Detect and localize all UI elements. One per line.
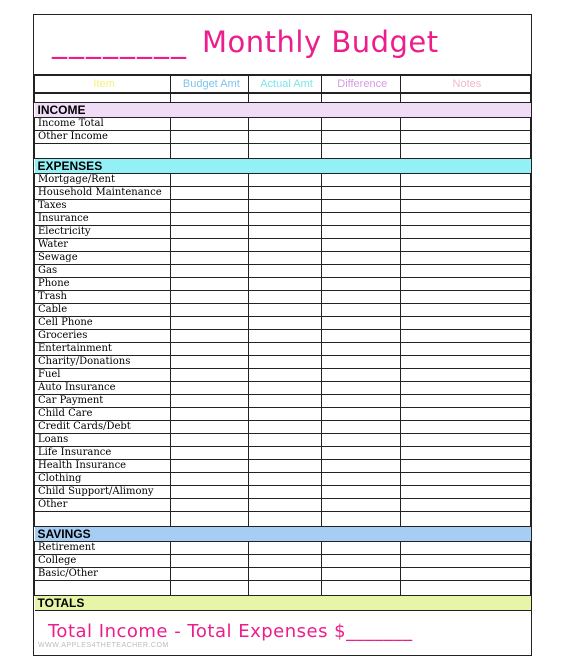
budget-amt-cell[interactable] xyxy=(171,408,249,421)
notes-cell[interactable] xyxy=(400,555,530,568)
budget-amt-cell[interactable] xyxy=(171,434,249,447)
difference-cell[interactable] xyxy=(321,304,400,317)
budget-amt-cell[interactable] xyxy=(171,486,249,499)
notes-cell[interactable] xyxy=(400,434,530,447)
column-header-actual: Actual Amt xyxy=(249,75,321,93)
budget-row xyxy=(35,131,531,144)
watermark: WWW.APPLES4THETEACHER.COM xyxy=(38,642,169,649)
difference-cell[interactable] xyxy=(321,343,400,356)
budget-amt-cell[interactable] xyxy=(171,395,249,408)
budget-amt-cell[interactable] xyxy=(171,460,249,473)
actual-amt-cell[interactable] xyxy=(249,460,321,473)
budget-amt-cell[interactable] xyxy=(171,187,249,200)
budget-row xyxy=(35,460,531,473)
spacer-row xyxy=(35,93,531,103)
budget-amt-cell[interactable] xyxy=(171,356,249,369)
budget-row xyxy=(35,317,531,330)
notes-cell[interactable] xyxy=(400,278,530,291)
budget-row xyxy=(35,581,531,596)
notes-cell[interactable] xyxy=(400,330,530,343)
difference-cell[interactable] xyxy=(321,252,400,265)
row-label: Cell Phone xyxy=(35,317,171,330)
notes-cell[interactable] xyxy=(400,369,530,382)
budget-amt-cell[interactable] xyxy=(171,304,249,317)
row-label: Life Insurance xyxy=(35,447,171,460)
title-blank-line: ________ xyxy=(52,25,188,60)
section-label-expenses: EXPENSES xyxy=(35,159,531,174)
notes-cell[interactable] xyxy=(400,581,530,596)
difference-cell[interactable] xyxy=(321,330,400,343)
spacer-cell xyxy=(321,93,400,103)
notes-cell[interactable] xyxy=(400,239,530,252)
notes-cell[interactable] xyxy=(400,213,530,226)
row-label xyxy=(35,512,171,527)
budget-body xyxy=(35,93,531,611)
budget-row xyxy=(35,568,531,581)
difference-cell[interactable] xyxy=(321,555,400,568)
difference-cell[interactable] xyxy=(321,317,400,330)
budget-amt-cell[interactable] xyxy=(171,317,249,330)
actual-amt-cell[interactable] xyxy=(249,144,321,159)
budget-amt-cell[interactable] xyxy=(171,382,249,395)
difference-cell[interactable] xyxy=(321,581,400,596)
difference-cell[interactable] xyxy=(321,434,400,447)
row-label: Entertainment xyxy=(35,343,171,356)
row-label: Other Income xyxy=(35,131,171,144)
difference-cell[interactable] xyxy=(321,568,400,581)
difference-cell[interactable] xyxy=(321,226,400,239)
notes-cell[interactable] xyxy=(400,408,530,421)
row-label: Basic/Other xyxy=(35,568,171,581)
budget-amt-cell[interactable] xyxy=(171,447,249,460)
actual-amt-cell[interactable] xyxy=(249,568,321,581)
spacer-cell xyxy=(35,93,171,103)
budget-amt-cell[interactable] xyxy=(171,200,249,213)
actual-amt-cell[interactable] xyxy=(249,421,321,434)
difference-cell[interactable] xyxy=(321,447,400,460)
actual-amt-cell[interactable] xyxy=(249,499,321,512)
actual-amt-cell[interactable] xyxy=(249,174,321,187)
budget-amt-cell[interactable] xyxy=(171,144,249,159)
row-label: Groceries xyxy=(35,330,171,343)
budget-row xyxy=(35,421,531,434)
row-label: Auto Insurance xyxy=(35,382,171,395)
budget-row xyxy=(35,434,531,447)
actual-amt-cell[interactable] xyxy=(249,200,321,213)
difference-cell[interactable] xyxy=(321,239,400,252)
budget-row xyxy=(35,395,531,408)
section-header-expenses xyxy=(35,159,531,174)
actual-amt-cell[interactable] xyxy=(249,118,321,131)
notes-cell[interactable] xyxy=(400,473,530,486)
budget-row xyxy=(35,447,531,460)
row-label: Insurance xyxy=(35,213,171,226)
notes-cell[interactable] xyxy=(400,304,530,317)
difference-cell[interactable] xyxy=(321,395,400,408)
actual-amt-cell[interactable] xyxy=(249,512,321,527)
column-header-difference: Difference xyxy=(321,75,400,93)
difference-cell[interactable] xyxy=(321,187,400,200)
difference-cell[interactable] xyxy=(321,486,400,499)
row-label: Charity/Donations xyxy=(35,356,171,369)
section-header-income xyxy=(35,103,531,118)
row-label: Child Support/Alimony xyxy=(35,486,171,499)
actual-amt-cell[interactable] xyxy=(249,187,321,200)
row-label: Mortgage/Rent xyxy=(35,174,171,187)
spacer-cell xyxy=(400,93,530,103)
notes-cell[interactable] xyxy=(400,356,530,369)
notes-cell[interactable] xyxy=(400,317,530,330)
budget-row xyxy=(35,369,531,382)
difference-cell[interactable] xyxy=(321,369,400,382)
budget-row xyxy=(35,118,531,131)
footer-formula: Total Income - Total Expenses $_______ xyxy=(48,621,413,642)
budget-row xyxy=(35,291,531,304)
actual-amt-cell[interactable] xyxy=(249,408,321,421)
actual-amt-cell[interactable] xyxy=(249,304,321,317)
difference-cell[interactable] xyxy=(321,460,400,473)
difference-cell[interactable] xyxy=(321,408,400,421)
actual-amt-cell[interactable] xyxy=(249,265,321,278)
row-label: Taxes xyxy=(35,200,171,213)
actual-amt-cell[interactable] xyxy=(249,473,321,486)
notes-cell[interactable] xyxy=(400,460,530,473)
actual-amt-cell[interactable] xyxy=(249,356,321,369)
budget-amt-cell[interactable] xyxy=(171,499,249,512)
row-label: Cable xyxy=(35,304,171,317)
budget-row xyxy=(35,226,531,239)
budget-table xyxy=(34,74,531,611)
actual-amt-cell[interactable] xyxy=(249,382,321,395)
section-label-totals: TOTALS xyxy=(35,596,531,611)
budget-amt-cell[interactable] xyxy=(171,343,249,356)
column-header-row xyxy=(35,75,531,93)
difference-cell[interactable] xyxy=(321,499,400,512)
actual-amt-cell[interactable] xyxy=(249,291,321,304)
budget-amt-cell[interactable] xyxy=(171,278,249,291)
notes-cell[interactable] xyxy=(400,395,530,408)
row-label: Fuel xyxy=(35,369,171,382)
budget-amt-cell[interactable] xyxy=(171,512,249,527)
actual-amt-cell[interactable] xyxy=(249,395,321,408)
budget-sheet xyxy=(33,14,532,656)
budget-row xyxy=(35,144,531,159)
actual-amt-cell[interactable] xyxy=(249,226,321,239)
budget-amt-cell[interactable] xyxy=(171,265,249,278)
row-label: Income Total xyxy=(35,118,171,131)
budget-row xyxy=(35,330,531,343)
notes-cell[interactable] xyxy=(400,512,530,527)
row-label: Credit Cards/Debt xyxy=(35,421,171,434)
difference-cell[interactable] xyxy=(321,144,400,159)
difference-cell[interactable] xyxy=(321,382,400,395)
column-header-notes: Notes xyxy=(400,75,530,93)
difference-cell[interactable] xyxy=(321,200,400,213)
row-label: Sewage xyxy=(35,252,171,265)
budget-amt-cell[interactable] xyxy=(171,291,249,304)
notes-cell[interactable] xyxy=(400,486,530,499)
budget-amt-cell[interactable] xyxy=(171,174,249,187)
row-label: Car Payment xyxy=(35,395,171,408)
notes-cell[interactable] xyxy=(400,118,530,131)
actual-amt-cell[interactable] xyxy=(249,278,321,291)
budget-amt-cell[interactable] xyxy=(171,555,249,568)
row-label: College xyxy=(35,555,171,568)
page-title xyxy=(52,25,522,75)
notes-cell[interactable] xyxy=(400,200,530,213)
budget-amt-cell[interactable] xyxy=(171,213,249,226)
budget-row xyxy=(35,542,531,555)
notes-cell[interactable] xyxy=(400,447,530,460)
row-label: Water xyxy=(35,239,171,252)
notes-cell[interactable] xyxy=(400,568,530,581)
budget-row xyxy=(35,187,531,200)
difference-cell[interactable] xyxy=(321,131,400,144)
budget-amt-cell[interactable] xyxy=(171,226,249,239)
budget-amt-cell[interactable] xyxy=(171,369,249,382)
row-label: Trash xyxy=(35,291,171,304)
notes-cell[interactable] xyxy=(400,174,530,187)
row-label: Electricity xyxy=(35,226,171,239)
actual-amt-cell[interactable] xyxy=(249,369,321,382)
difference-cell[interactable] xyxy=(321,356,400,369)
actual-amt-cell[interactable] xyxy=(249,434,321,447)
actual-amt-cell[interactable] xyxy=(249,252,321,265)
row-label xyxy=(35,581,171,596)
budget-row xyxy=(35,486,531,499)
notes-cell[interactable] xyxy=(400,421,530,434)
spacer-cell xyxy=(171,93,249,103)
difference-cell[interactable] xyxy=(321,512,400,527)
budget-row xyxy=(35,304,531,317)
budget-row xyxy=(35,343,531,356)
actual-amt-cell[interactable] xyxy=(249,330,321,343)
notes-cell[interactable] xyxy=(400,382,530,395)
budget-amt-cell[interactable] xyxy=(171,542,249,555)
actual-amt-cell[interactable] xyxy=(249,555,321,568)
row-label: Child Care xyxy=(35,408,171,421)
budget-row xyxy=(35,512,531,527)
difference-cell[interactable] xyxy=(321,278,400,291)
section-header-totals xyxy=(35,596,531,611)
row-label: Gas xyxy=(35,265,171,278)
notes-cell[interactable] xyxy=(400,542,530,555)
budget-amt-cell[interactable] xyxy=(171,239,249,252)
column-header-item: Item xyxy=(35,75,171,93)
budget-row xyxy=(35,265,531,278)
section-label-savings: SAVINGS xyxy=(35,527,531,542)
row-label: Health Insurance xyxy=(35,460,171,473)
column-header-budget: Budget Amt xyxy=(171,75,249,93)
row-label: Loans xyxy=(35,434,171,447)
difference-cell[interactable] xyxy=(321,473,400,486)
section-header-savings xyxy=(35,527,531,542)
budget-row xyxy=(35,200,531,213)
budget-row xyxy=(35,174,531,187)
budget-row xyxy=(35,252,531,265)
actual-amt-cell[interactable] xyxy=(249,542,321,555)
row-label: Retirement xyxy=(35,542,171,555)
row-label: Other xyxy=(35,499,171,512)
notes-cell[interactable] xyxy=(400,187,530,200)
row-label: Household Maintenance xyxy=(35,187,171,200)
notes-cell[interactable] xyxy=(400,144,530,159)
notes-cell[interactable] xyxy=(400,252,530,265)
budget-amt-cell[interactable] xyxy=(171,131,249,144)
actual-amt-cell[interactable] xyxy=(249,239,321,252)
spacer-cell xyxy=(249,93,321,103)
budget-amt-cell[interactable] xyxy=(171,473,249,486)
budget-amt-cell[interactable] xyxy=(171,421,249,434)
difference-cell[interactable] xyxy=(321,542,400,555)
budget-row xyxy=(35,408,531,421)
budget-row xyxy=(35,555,531,568)
budget-row xyxy=(35,213,531,226)
difference-cell[interactable] xyxy=(321,118,400,131)
budget-amt-cell[interactable] xyxy=(171,581,249,596)
budget-row xyxy=(35,499,531,512)
difference-cell[interactable] xyxy=(321,291,400,304)
notes-cell[interactable] xyxy=(400,265,530,278)
actual-amt-cell[interactable] xyxy=(249,343,321,356)
title-text: Monthly Budget xyxy=(202,25,439,59)
budget-amt-cell[interactable] xyxy=(171,252,249,265)
difference-cell[interactable] xyxy=(321,265,400,278)
actual-amt-cell[interactable] xyxy=(249,131,321,144)
notes-cell[interactable] xyxy=(400,226,530,239)
difference-cell[interactable] xyxy=(321,213,400,226)
difference-cell[interactable] xyxy=(321,174,400,187)
budget-row xyxy=(35,278,531,291)
budget-row xyxy=(35,473,531,486)
row-label xyxy=(35,144,171,159)
actual-amt-cell[interactable] xyxy=(249,447,321,460)
budget-amt-cell[interactable] xyxy=(171,568,249,581)
actual-amt-cell[interactable] xyxy=(249,213,321,226)
notes-cell[interactable] xyxy=(400,499,530,512)
budget-row xyxy=(35,382,531,395)
row-label: Phone xyxy=(35,278,171,291)
budget-row xyxy=(35,239,531,252)
budget-amt-cell[interactable] xyxy=(171,118,249,131)
budget-row xyxy=(35,356,531,369)
actual-amt-cell[interactable] xyxy=(249,581,321,596)
budget-amt-cell[interactable] xyxy=(171,330,249,343)
actual-amt-cell[interactable] xyxy=(249,317,321,330)
notes-cell[interactable] xyxy=(400,343,530,356)
actual-amt-cell[interactable] xyxy=(249,486,321,499)
row-label: Clothing xyxy=(35,473,171,486)
notes-cell[interactable] xyxy=(400,291,530,304)
difference-cell[interactable] xyxy=(321,421,400,434)
section-label-income: INCOME xyxy=(35,103,531,118)
notes-cell[interactable] xyxy=(400,131,530,144)
